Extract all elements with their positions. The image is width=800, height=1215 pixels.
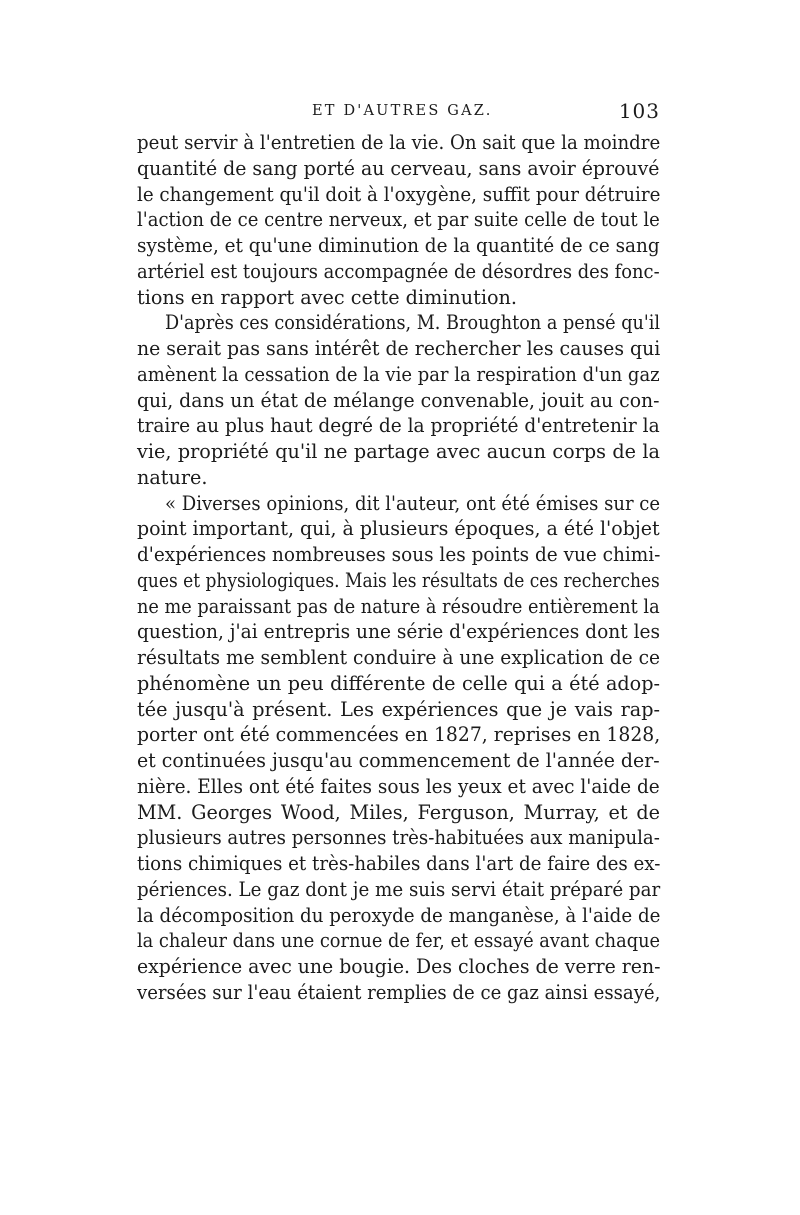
text-line	[137, 130, 660, 156]
text-line	[137, 388, 660, 414]
text-line-content: résultats me semblent conduire à une explication de ce	[137, 646, 661, 669]
text-line	[137, 516, 660, 542]
text-line	[137, 928, 660, 954]
text-line-content: versées sur l'eau étaient remplies de ce gaz ainsi essayé,	[137, 980, 661, 1004]
text-line	[137, 619, 660, 645]
text-line	[137, 697, 660, 723]
text-line	[137, 285, 660, 311]
text-line	[137, 645, 660, 671]
text-line-content: question, j'ai entrepris une série d'expériences dont les	[137, 620, 661, 644]
running-title: ET D'AUTRES GAZ.	[312, 103, 493, 119]
text-line-content: tions en rapport avec cette diminution.	[137, 285, 518, 309]
text-line	[137, 542, 660, 568]
text-line	[137, 207, 660, 233]
text-line-content: la chaleur dans une cornue de fer, et essayé avant chaque	[137, 929, 661, 953]
text-line-content: d'expériences nombreuses sous les points de vue chimi-	[137, 543, 661, 566]
text-line	[137, 362, 660, 388]
text-line-content: tée jusqu'à présent. Les expériences que je vais rap-	[137, 697, 660, 721]
text-line	[137, 491, 660, 517]
text-line	[137, 851, 660, 877]
text-line-content: nature.	[137, 465, 208, 489]
text-line	[137, 671, 660, 697]
text-line-content: amènent la cessation de la vie par la respiration d'un gaz	[137, 362, 660, 386]
text-line	[137, 825, 660, 851]
text-line-content: le changement qu'il doit à l'oxygène, suffit pour détruire	[137, 182, 661, 206]
text-line-content: point important, qui, à plusieurs époques, a été l'objet	[137, 517, 660, 541]
text-line	[137, 722, 660, 748]
text-line-content: peut servir à l'entretien de la vie. On sait que la moindre	[137, 131, 661, 154]
text-line	[137, 182, 660, 208]
text-line-content: système, et qu'une diminution de la quantité de ce sang	[137, 234, 660, 257]
running-header	[137, 101, 660, 125]
text-line	[137, 259, 660, 285]
text-line-content: et continuées jusqu'au commencement de l'année der-	[137, 749, 660, 772]
text-line-content: traire au plus haut degré de la propriété d'entretenir la	[137, 414, 660, 438]
text-line-content: nière. Elles ont été faites sous les yeux et avec l'aide de	[137, 774, 660, 798]
text-line-content: phénomène un peu différente de celle qui a été adop-	[137, 671, 660, 695]
text-line	[137, 568, 660, 594]
text-line	[137, 954, 660, 980]
text-line-content: qui, dans un état de mélange convenable, jouit au con-	[137, 388, 660, 412]
text-line-content: porter ont été commencées en 1827, reprises en 1828,	[137, 723, 661, 747]
text-line	[137, 748, 660, 774]
page-number: 103	[618, 99, 660, 123]
text-line-content: ne me paraissant pas de nature à résoudre entièrement la	[137, 594, 660, 618]
text-line-content: D'après ces considérations, M. Broughton a pensé qu'il	[165, 311, 661, 335]
text-line-content: vie, propriété qu'il ne partage avec aucun corps de la	[137, 440, 660, 463]
text-line-content: plusieurs autres personnes très-habituées aux manipula-	[137, 826, 660, 850]
text-line-content: artériel est toujours accompagnée de désordres des fonc-	[137, 259, 660, 283]
text-line-content: périences. Le gaz dont je me suis servi était préparé par	[137, 877, 661, 901]
text-line	[137, 413, 660, 439]
text-line-content: ques et physiologiques. Mais les résultats de ces recherches	[137, 568, 660, 592]
text-line-content: expérience avec une bougie. Des cloches de verre ren-	[137, 955, 661, 978]
text-line	[137, 877, 660, 903]
text-line-content: tions chimiques et très-habiles dans l'art de faire des ex-	[137, 852, 661, 875]
text-line	[137, 233, 660, 259]
text-line	[137, 310, 660, 336]
text-line	[137, 336, 660, 362]
text-line	[137, 594, 660, 620]
text-line-content: ne serait pas sans intérêt de rechercher les causes qui	[137, 337, 661, 360]
text-line	[137, 156, 660, 182]
text-line	[137, 465, 660, 491]
body-text	[137, 130, 660, 1006]
text-line	[137, 774, 660, 800]
text-line	[137, 903, 660, 929]
text-line-content: MM. Georges Wood, Miles, Ferguson, Murray, et de	[137, 800, 660, 824]
text-line	[137, 980, 660, 1006]
text-line-content: quantité de sang porté au cerveau, sans avoir éprouvé	[137, 156, 660, 180]
text-line-content: « Diverses opinions, dit l'auteur, ont été émises sur ce	[165, 491, 661, 515]
text-line	[137, 800, 660, 826]
text-line-content: l'action de ce centre nerveux, et par suite celle de tout le	[137, 208, 660, 232]
text-line	[137, 439, 660, 465]
text-line-content: la décomposition du peroxyde de manganèse, à l'aide de	[137, 903, 661, 927]
